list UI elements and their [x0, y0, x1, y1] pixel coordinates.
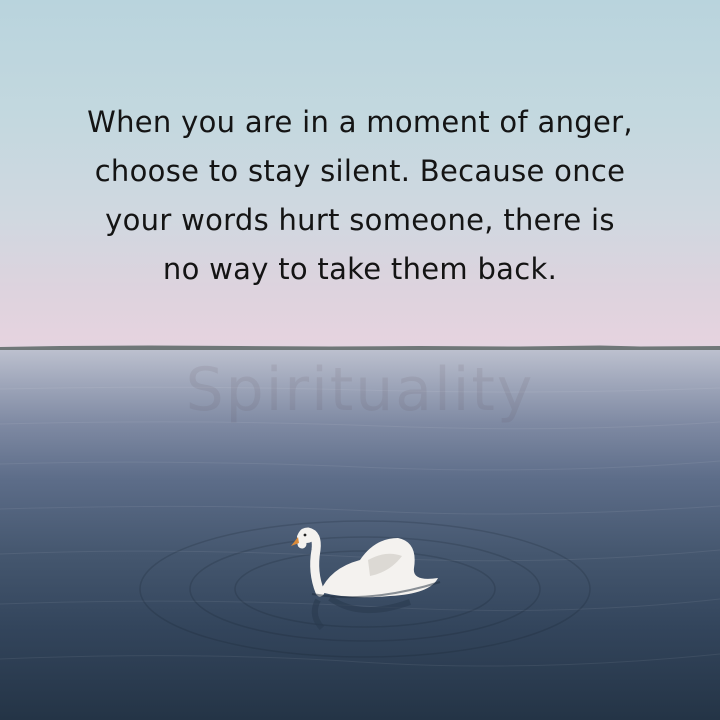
quote-line: no way to take them back.: [162, 252, 558, 286]
swan: [290, 520, 450, 630]
quote-line: When you are in a moment of anger,: [87, 105, 633, 139]
quote-text: [40, 98, 680, 294]
quote-line: choose to stay silent. Because once: [94, 154, 626, 188]
quote-line: your words hurt someone, there is: [105, 203, 615, 237]
watermark: Spirituality: [185, 355, 535, 425]
